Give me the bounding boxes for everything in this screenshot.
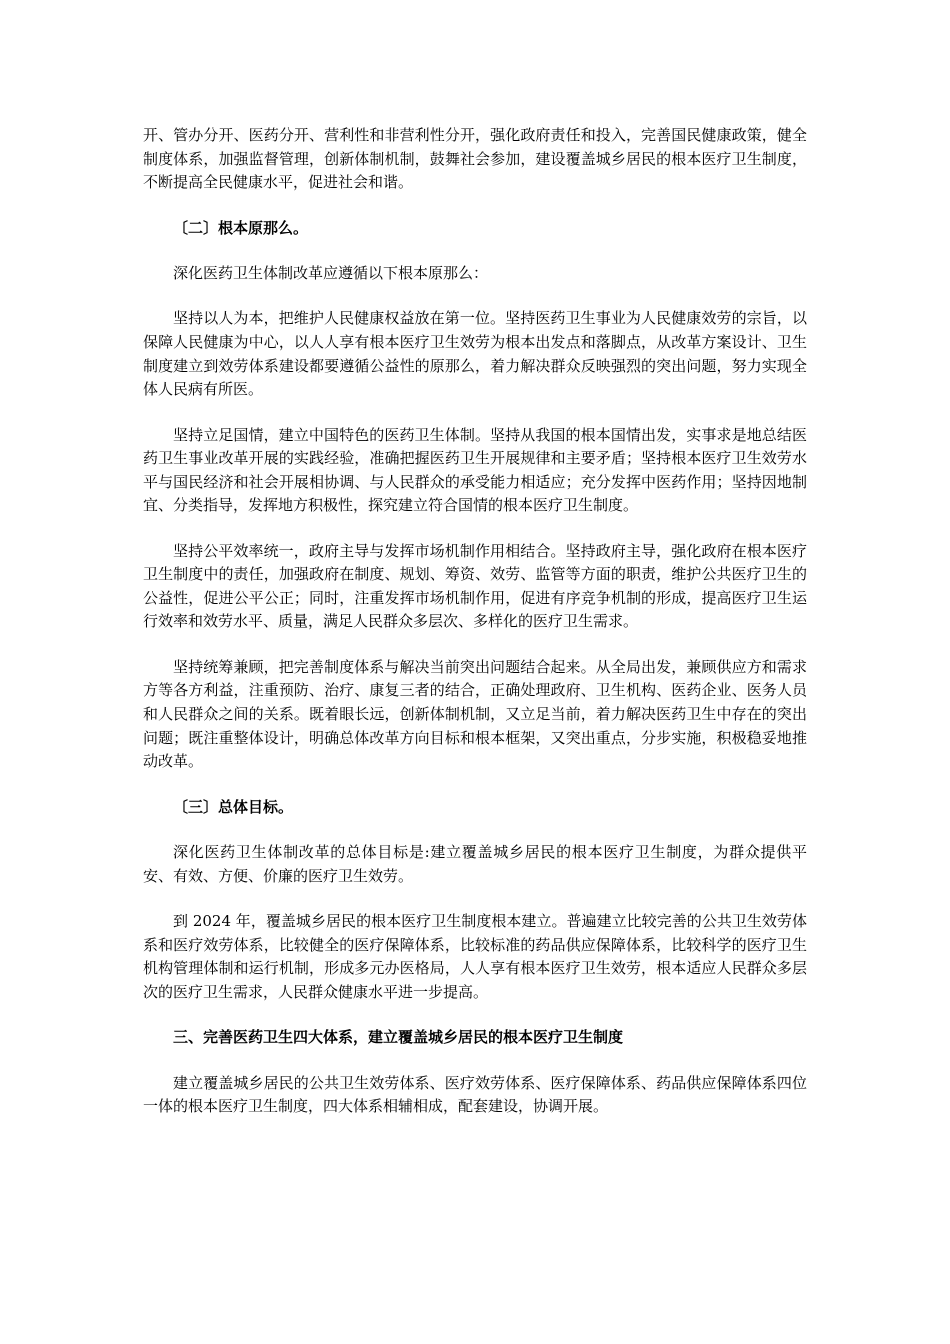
paragraph-principles-intro: 深化医药卫生体制改革应遵循以下根本原那么： <box>173 263 489 282</box>
section-heading-overall-goal: 〔三〕总体目标。 <box>173 797 294 816</box>
paragraph-principle-fairness-efficiency: 坚持公平效率统一，政府主导与发挥市场机制作用相结合。坚持政府主导，强化政府在根本医疗卫生制度中的责任，加强政府在制度、规划、筹资、效劳、监管等方面的职责，维护公共医疗卫生的公益性，促进公平公正；同时，注重发挥市场机制作用，促进有序竞争机制的形成，提高医疗卫生运行效率和效劳水平、质量，满足人民群众多层次、多样化的医疗卫生需求。 <box>143 541 807 631</box>
paragraph-principle-people-first: 坚持以人为本，把维护人民健康权益放在第一位。坚持医药卫生事业为人民健康效劳的宗旨，以保障人民健康为中心，以人人享有根本医疗卫生效劳为根本出发点和落脚点，从改革方案设计、卫生制度建立到效劳体系建设都要遵循公益性的原那么，着力解决群众反映强烈的突出问题，努力实现全体人民病有所医。 <box>143 309 807 399</box>
document-page <box>143 124 807 1141</box>
paragraph-principle-national-conditions: 坚持立足国情，建立中国特色的医药卫生体制。坚持从我国的根本国情出发，实事求是地总结医药卫生事业改革开展的实践经验，准确把握医药卫生开展规律和主要矛盾；坚持根本医疗卫生效劳水平与国民经济和社会开展相协调、与人民群众的承受能力相适应；充分发挥中医药作用；坚持因地制宜、分类指导，发挥地方积极性，探究建立符合国情的根本医疗卫生制度。 <box>143 425 807 515</box>
paragraph-overall-goal: 深化医药卫生体制改革的总体目标是:建立覆盖城乡居民的根本医疗卫生制度，为群众提供平安、有效、方便、价廉的医疗卫生效劳。 <box>143 843 807 885</box>
paragraph-continued: 开、管办分开、医药分开、营利性和非营利性分开，强化政府责任和投入，完善国民健康政策，健全制度体系，加强监督管理，创新体制机制，鼓舞社会参加，建设覆盖城乡居民的根本医疗卫生制度，不断提高全民健康水平，促进社会和谐。 <box>143 126 807 192</box>
paragraph-principle-overall-planning: 坚持统筹兼顾，把完善制度体系与解决当前突出问题结合起来。从全局出发，兼顾供应方和需求方等各方利益，注重预防、治疗、康复三者的结合，正确处理政府、卫生机构、医药企业、医务人员和人民群众之间的关系。既着眼长远，创新体制机制，又立足当前，着力解决医药卫生中存在的突出问题；既注重整体设计，明确总体改革方向目标和根本框架，又突出重点，分步实施，积极稳妥地推动改革。 <box>143 657 807 771</box>
section-heading-basic-principles: 〔二〕根本原那么。 <box>173 218 309 237</box>
paragraph-four-systems: 建立覆盖城乡居民的公共卫生效劳体系、医疗效劳体系、医疗保障体系、药品供应保障体系四位一体的根本医疗卫生制度，四大体系相辅相成，配套建设，协调开展。 <box>143 1073 807 1116</box>
paragraph-goal-2024: 到 2024 年，覆盖城乡居民的根本医疗卫生制度根本建立。普遍建立比较完善的公共卫生效劳体系和医疗效劳体系，比较健全的医疗保障体系，比较标准的药品供应保障体系，比较科学的医疗卫生机构管理体制和运行机制，形成多元办医格局，人人享有根本医疗卫生效劳，根本适应人民群众多层次的医疗卫生需求，人民群众健康水平进一步提高。 <box>143 912 807 1001</box>
section-heading-four-systems: 三、完善医药卫生四大体系，建立覆盖城乡居民的根本医疗卫生制度 <box>173 1028 624 1047</box>
